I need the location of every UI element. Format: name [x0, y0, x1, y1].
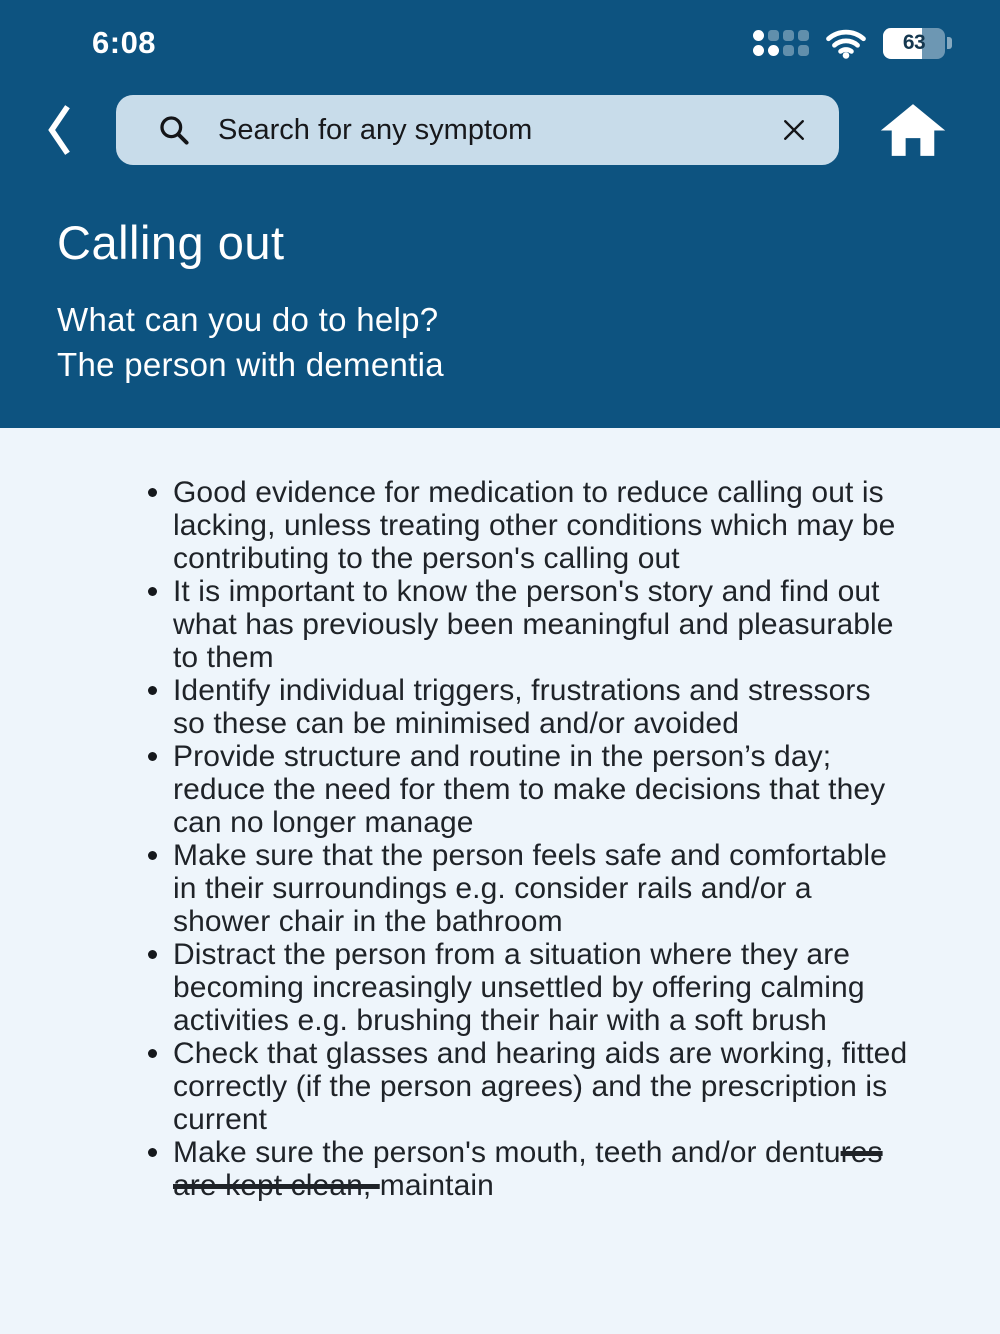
battery-icon	[883, 28, 952, 59]
home-button[interactable]	[871, 100, 955, 160]
list-item: Check that glasses and hearing aids are working, fitted correctly (if the person agrees) and the prescription is current	[146, 1037, 910, 1136]
list-item: Good evidence for medication to reduce calling out is lacking, unless treating other conditions which may be contributing to the person's calling out	[146, 476, 910, 575]
back-button[interactable]	[30, 99, 90, 161]
page-subtitle	[57, 297, 1000, 387]
status-bar	[0, 0, 1000, 62]
list-item: It is important to know the person's story and find out what has previously been meaningful and pleasurable to them	[146, 575, 910, 674]
list-item: Distract the person from a situation where they are becoming increasingly unsettled by offering calming activities e.g. brushing their hair with a soft brush	[146, 938, 910, 1037]
cellular-signal-icon	[753, 30, 809, 56]
clear-search-icon[interactable]	[779, 115, 809, 145]
struck-text: res are kept clean,	[173, 1136, 883, 1202]
list-item	[146, 1136, 910, 1202]
battery-percent: 63	[902, 31, 926, 54]
app-header	[0, 0, 1000, 428]
subtitle-line-2: The person with dementia	[57, 346, 444, 383]
chevron-left-icon	[40, 99, 80, 161]
list-item: Make sure that the person feels safe and comfortable in their surroundings e.g. consider rails and/or a shower chair in the bathroom	[146, 839, 910, 938]
search-bar[interactable]	[116, 95, 839, 165]
nav-row	[0, 95, 1000, 165]
list-item: Provide structure and routine in the person’s day; reduce the need for them to make decisions that they can no longer manage	[146, 740, 910, 839]
last-item-post: maintain	[379, 1169, 494, 1202]
wifi-icon	[825, 27, 867, 59]
content-area	[0, 428, 1000, 1334]
search-input[interactable]: Search for any symptom	[218, 113, 533, 146]
home-icon	[871, 100, 955, 160]
battery-nub	[947, 37, 952, 49]
status-time: 6:08	[92, 25, 157, 60]
last-item-pre: Make sure the person's mouth, teeth and/or dentu	[173, 1136, 841, 1169]
advice-list	[146, 476, 910, 1202]
subtitle-line-1: What can you do to help?	[57, 301, 439, 338]
list-item: Identify individual triggers, frustrations and stressors so these can be minimised and/or avoided	[146, 674, 910, 740]
page-title: Calling out	[57, 216, 285, 269]
search-icon	[156, 112, 192, 148]
status-icons	[753, 27, 952, 59]
